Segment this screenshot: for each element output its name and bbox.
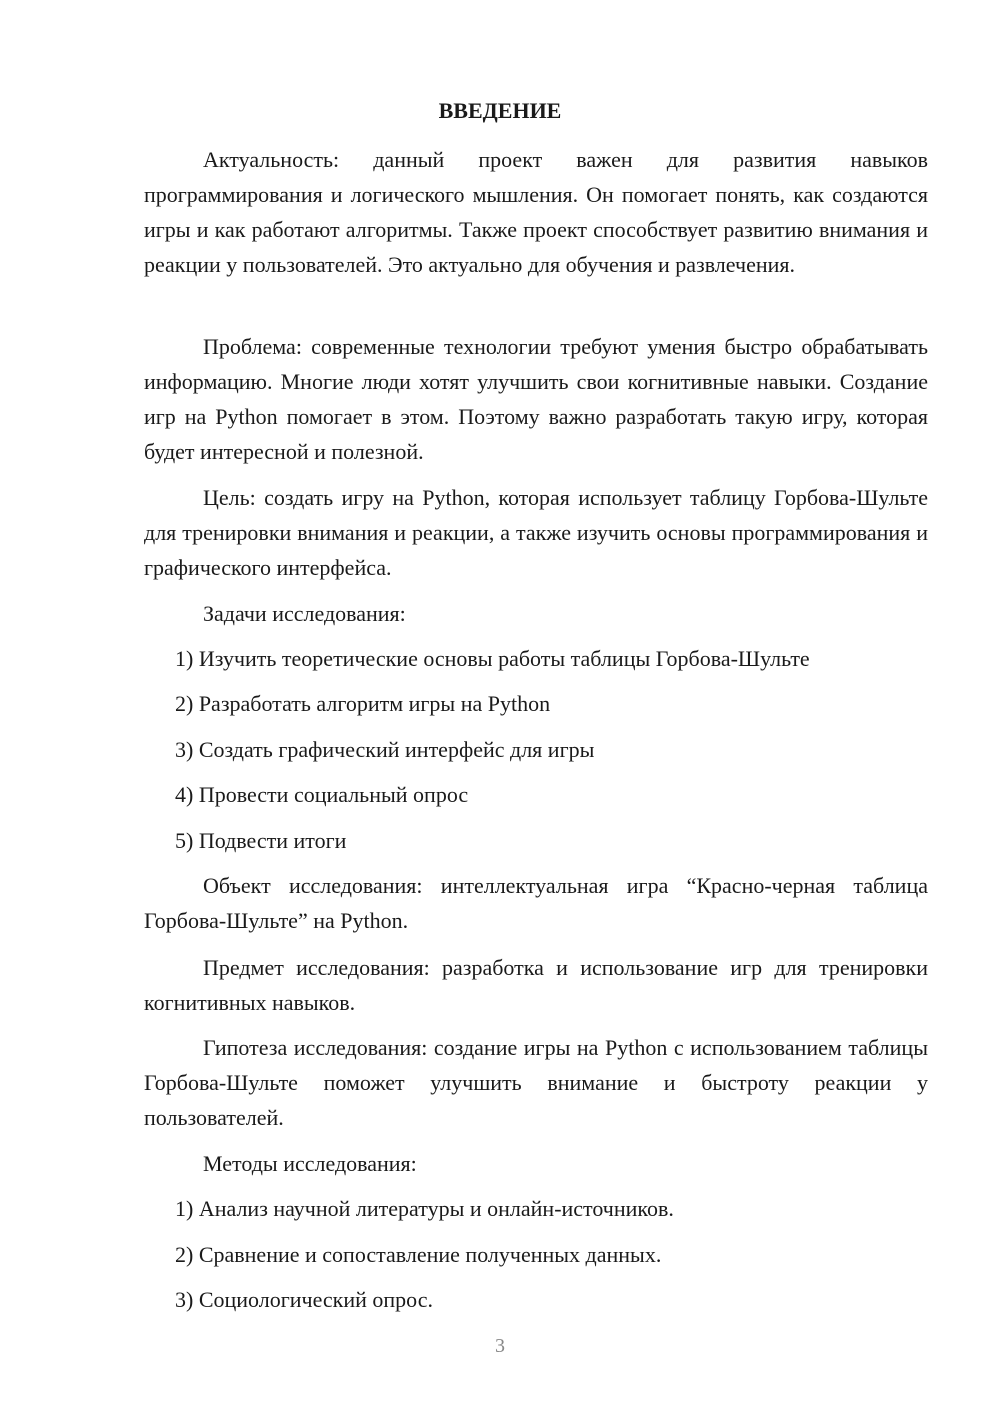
method-item-2: 2) Сравнение и сопоставление полученных данных. — [175, 1242, 662, 1267]
paragraph-subject: Предмет исследования: разработка и использование игр для тренировки когнитивных навыков. — [144, 955, 928, 1015]
paragraph-goal: Цель: создать игру на Python, которая использует таблицу Горбова-Шульте для тренировки внимания и реакции, а также изучить основы программирования и графического интерфейса. — [144, 485, 928, 580]
paragraph-relevance: Актуальность: данный проект важен для развития навыков программирования и логического мышления. Он помогает понять, как создаются игры и как работают алгоритмы. Также проект способствует развитию внимания и реакции у пользователей. Это актуально для обучения и развлечения. — [144, 147, 928, 277]
method-item-1: 1) Анализ научной литературы и онлайн-источников. — [175, 1196, 674, 1221]
task-item-4: 4) Провести социальный опрос — [175, 782, 469, 807]
page-heading: ВВЕДЕНИЕ — [438, 98, 562, 123]
methods-title: Методы исследования: — [203, 1151, 417, 1176]
paragraph-object: Объект исследования: интеллектуальная игра “Красно-черная таблица Горбова-Шульте” на Python. — [144, 873, 928, 933]
paragraph-hypothesis: Гипотеза исследования: создание игры на Python с использованием таблицы Горбова-Шульте поможет улучшить внимание и быстроту реакции у пользователей. — [144, 1035, 928, 1130]
paragraph-problem: Проблема: современные технологии требуют умения быстро обрабатывать информацию. Многие люди хотят улучшить свои когнитивные навыки. Создание игр на Python помогает в этом. Поэтому важно разработать такую игру, которая будет интересной и полезной. — [144, 334, 928, 464]
task-item-1: 1) Изучить теоретические основы работы таблицы Горбова-Шульте — [175, 646, 810, 671]
method-item-3: 3) Социологический опрос. — [175, 1287, 433, 1312]
page-number: 3 — [495, 1335, 505, 1357]
tasks-title: Задачи исследования: — [203, 601, 406, 626]
task-item-2: 2) Разработать алгоритм игры на Python — [175, 691, 551, 716]
task-item-5: 5) Подвести итоги — [175, 828, 347, 853]
task-item-3: 3) Создать графический интерфейс для игры — [175, 737, 595, 762]
